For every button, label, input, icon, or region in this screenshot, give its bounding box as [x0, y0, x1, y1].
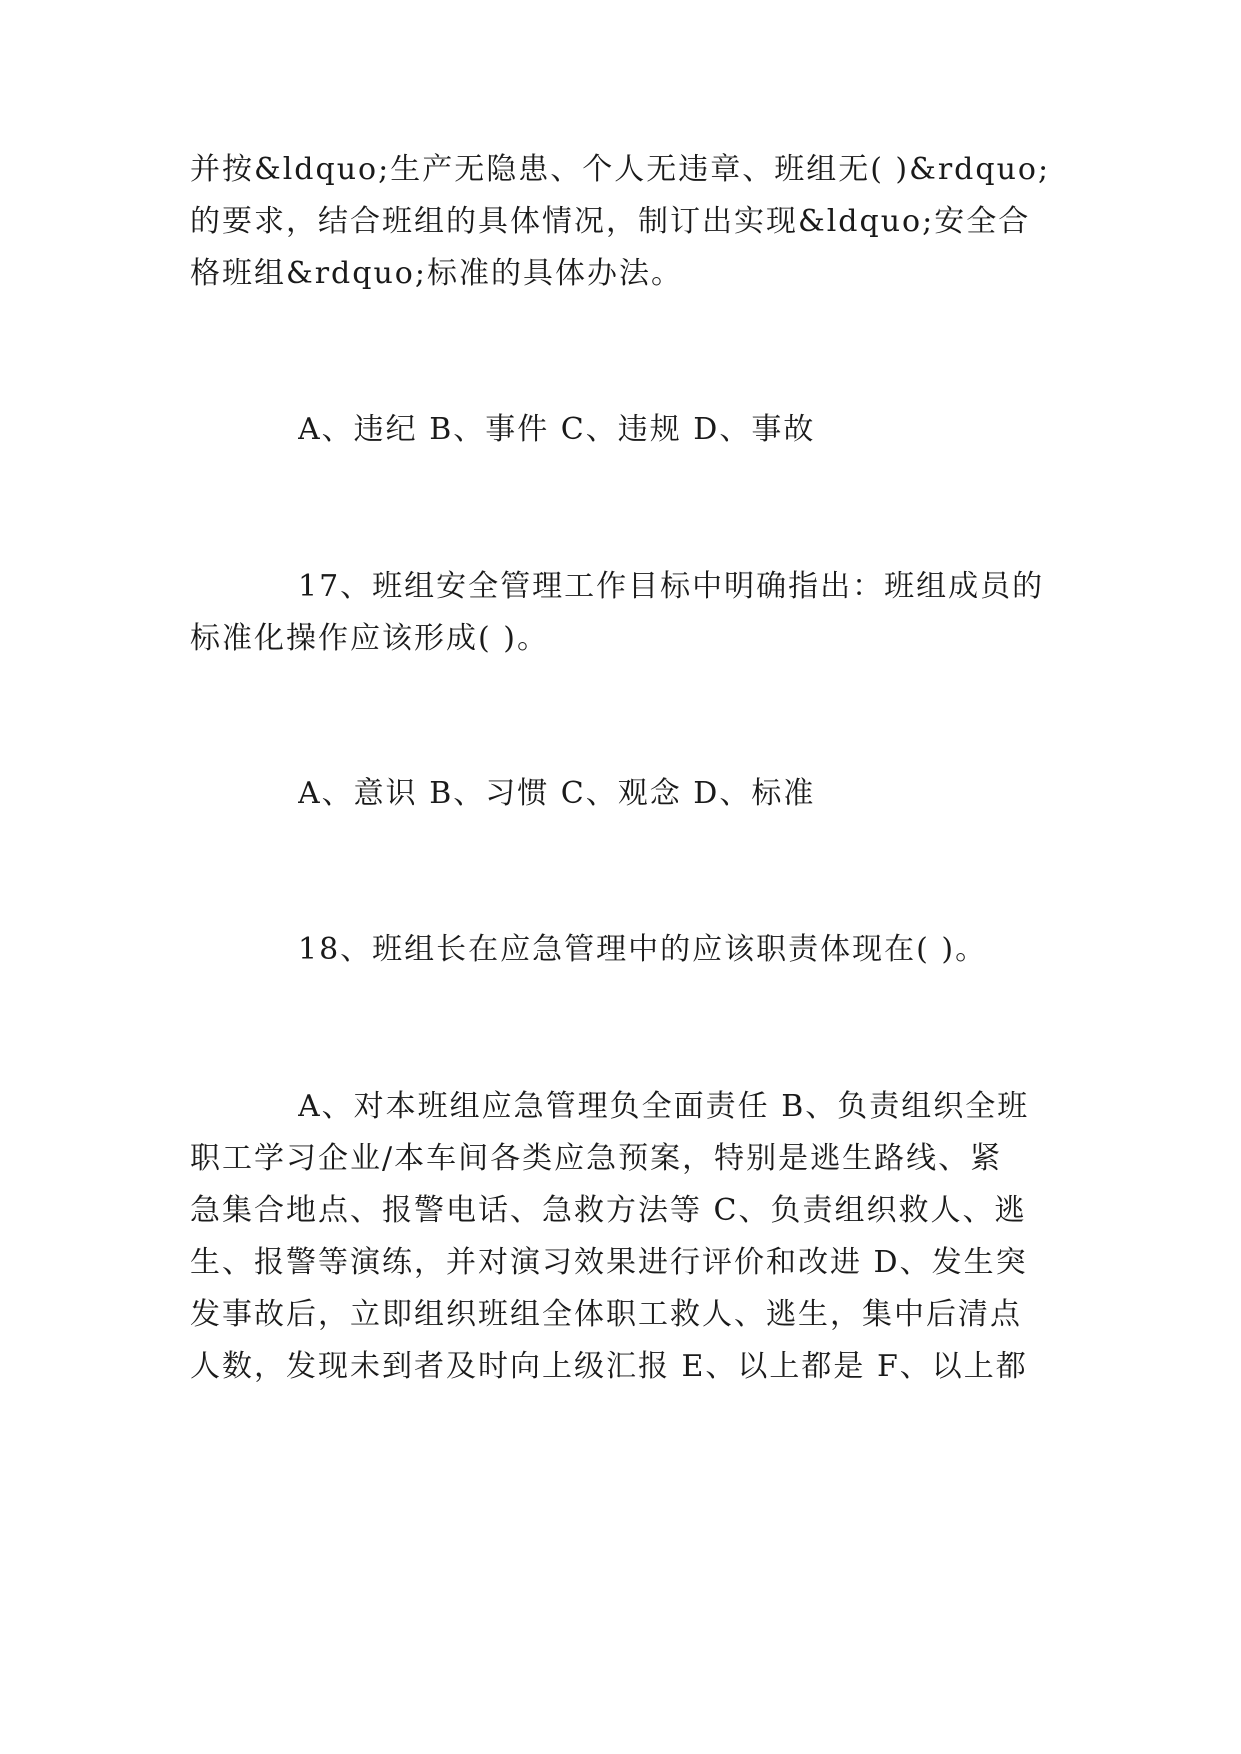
question-17: 17、班组安全管理工作目标中明确指出：班组成员的 — [298, 569, 1045, 604]
answer-options: A、对本班组应急管理负全面责任 B、负责组织全班 — [298, 1089, 1030, 1124]
text-line: 急集合地点、报警电话、急救方法等 C、负责组织救人、逃 — [190, 1193, 1027, 1228]
answer-options: A、意识 B、习惯 C、观念 D、标准 — [298, 776, 816, 811]
text-line: 生、报警等演练，并对演习效果进行评价和改进 D、发生突 — [190, 1245, 1028, 1280]
text-line: 并按&ldquo;生产无隐患、个人无违章、班组无( )&rdquo; — [190, 152, 1051, 187]
question-18: 18、班组长在应急管理中的应该职责体现在( )。 — [298, 932, 988, 967]
text-line: 职工学习企业/本车间各类应急预案，特别是逃生路线、紧 — [190, 1141, 1003, 1176]
text-line: 的要求，结合班组的具体情况，制订出实现&ldquo;安全合 — [190, 204, 1031, 239]
answer-options: A、违纪 B、事件 C、违规 D、事故 — [298, 412, 816, 447]
text-line: 发事故后，立即组织班组全体职工救人、逃生，集中后清点 — [190, 1297, 1022, 1332]
text-line: 格班组&rdquo;标准的具体办法。 — [190, 256, 683, 291]
text-line: 标准化操作应该形成( )。 — [190, 621, 549, 656]
text-line: 人数，发现未到者及时向上级汇报 E、以上都是 F、以上都 — [190, 1349, 1028, 1384]
